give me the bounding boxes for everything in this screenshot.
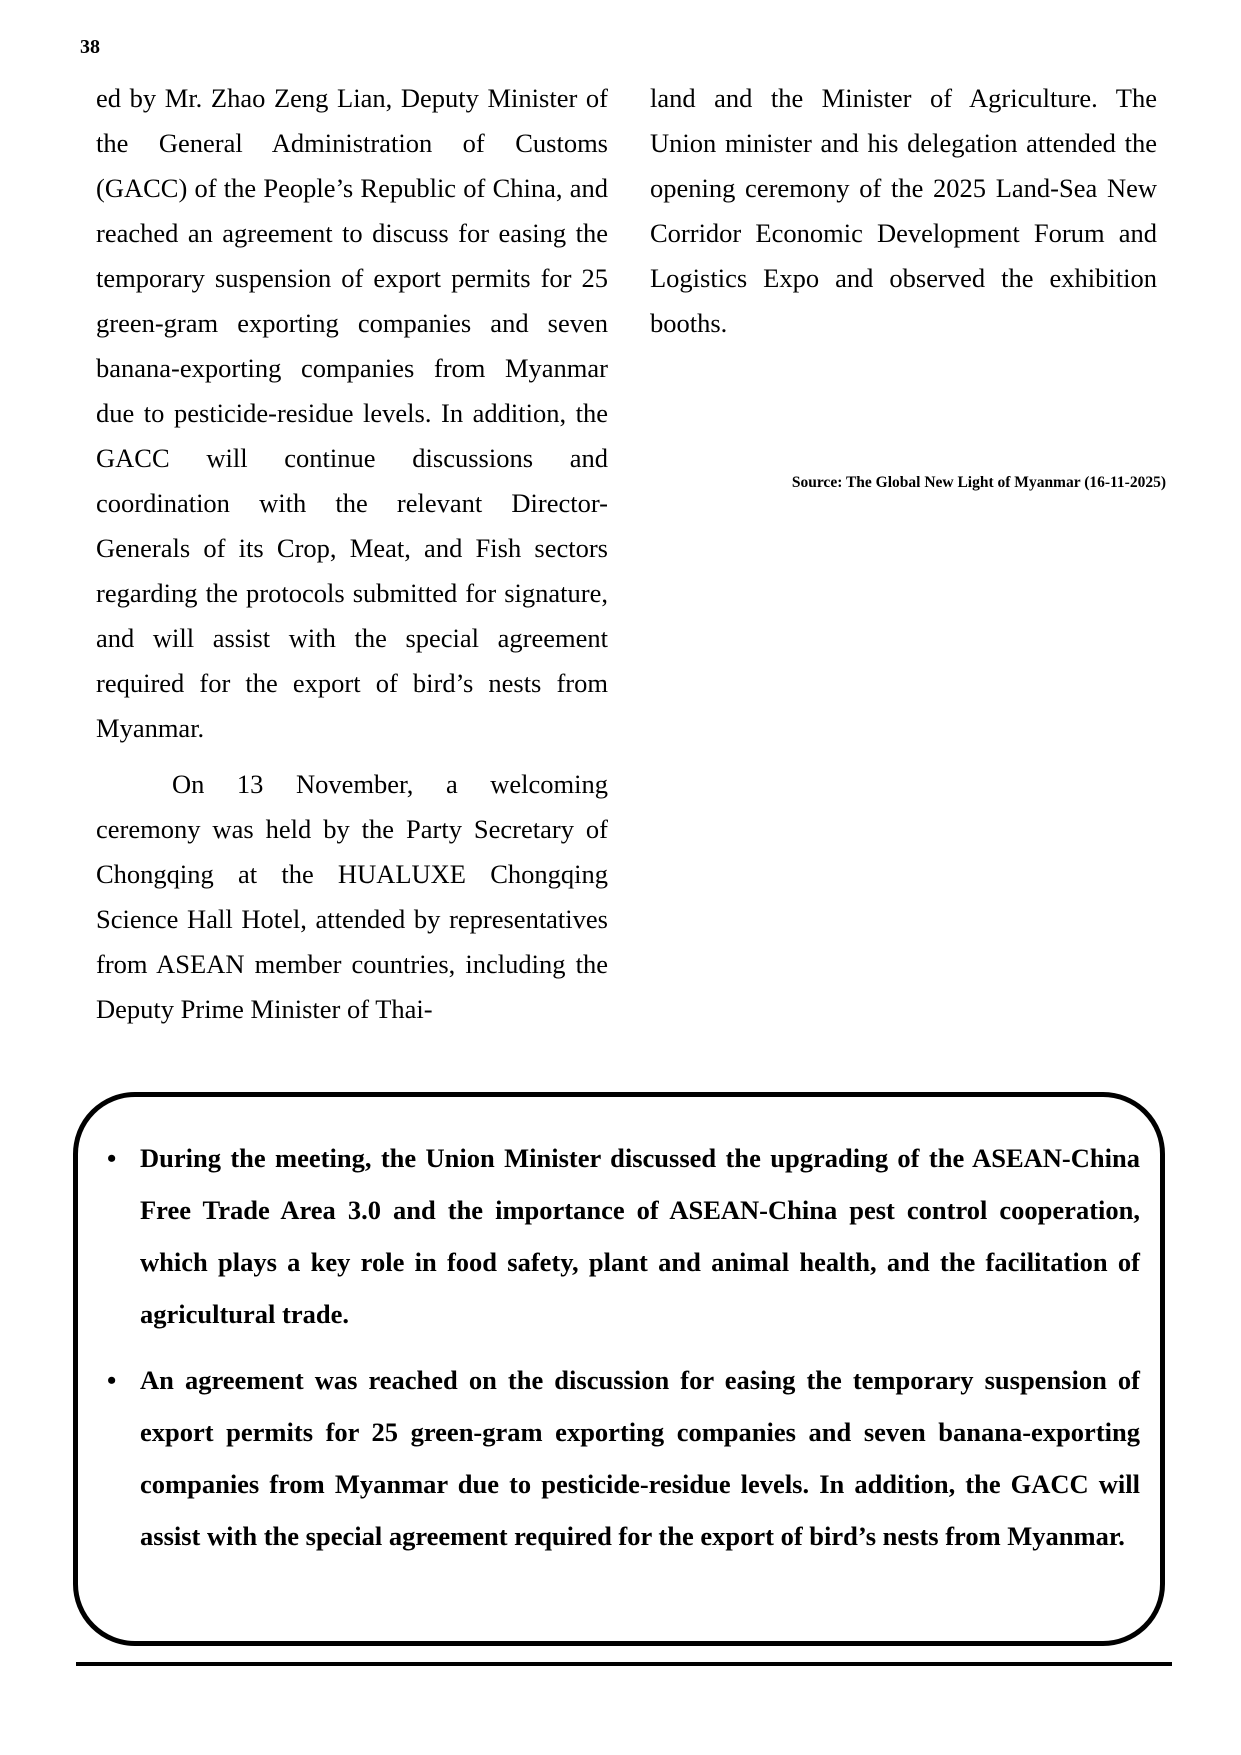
summary-list [107, 1132, 1140, 1576]
left-column [96, 76, 608, 1032]
bullet-icon: • [107, 1365, 117, 1395]
body-paragraph: land and the Minister of Agriculture. The Union minister and his delegation attended the opening ceremony of the 2025 Land-Sea New Corridor Economic Development Forum and Logistics Expo and observed the exhibition booths. [650, 83, 1157, 338]
summary-item [107, 1354, 1140, 1562]
source-citation: Source: The Global New Light of Myanmar (16-11-2025) [791, 474, 1166, 491]
body-paragraph: ed by Mr. Zhao Zeng Lian, Deputy Minister of the General Administration of Customs (GACC) of the People’s Republic of China, and reached an agreement to discuss for easing the temporary suspension of export permits for 25 green-gram exporting companies and seven banana-exporting companies from Myanmar due to pesticide-residue levels. In addition, the GACC will continue discussions and coordination with the relevant Director-Generals of its Crop, Meat, and Fish sectors regarding the protocols submitted for signature, and will assist with the special agreement required for the export of bird’s nests from Myanmar. [96, 83, 608, 743]
body-paragraph: On 13 November, a welcoming ceremony was held by the Party Secretary of Chongqing at the HUALUXE Chongqing Science Hall Hotel, attended by representatives from ASEAN member countries, including the Deputy Prime Minister of Thai- [96, 769, 608, 1024]
summary-item-text: During the meeting, the Union Minister discussed the upgrading of the ASEAN-China Free Trade Area 3.0 and the importance of ASEAN-China pest control cooperation, which plays a key role in food safety, plant and animal health, and the facilitation of agricultural trade. [140, 1143, 1140, 1329]
summary-item [107, 1132, 1140, 1340]
right-column [650, 76, 1157, 346]
bottom-divider [76, 1662, 1172, 1666]
bullet-icon: • [107, 1143, 117, 1173]
summary-item-text: An agreement was reached on the discussion for easing the temporary suspension of export permits for 25 green-gram exporting companies and seven banana-exporting companies from Myanmar due to pesticide-residue levels. In addition, the GACC will assist with the special agreement required for the export of bird’s nests from Myanmar. [140, 1365, 1140, 1551]
page-number: 38 [80, 36, 100, 58]
